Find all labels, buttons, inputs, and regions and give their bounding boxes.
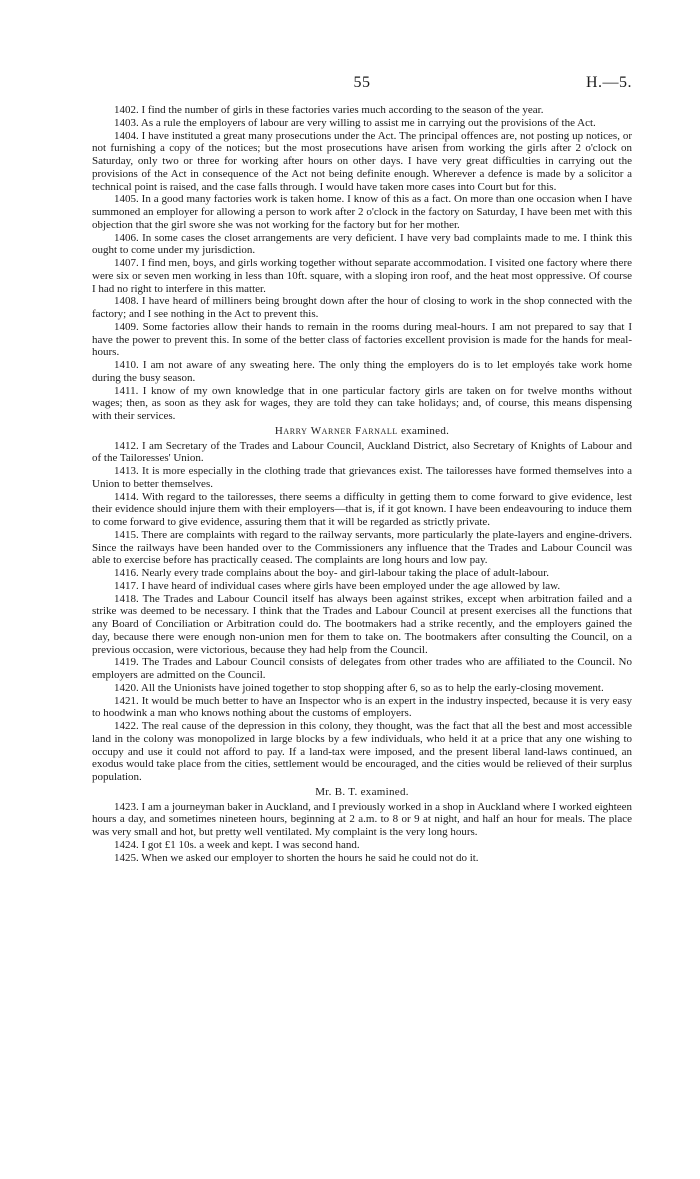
- witness-name: Harry Warner Farnall: [274, 424, 398, 437]
- paragraph-1409: 1409. Some factories allow their hands to remain in the rooms during meal-hours. I am not prepared to say that I have the power to prevent this. In some of the better class of factories excellent provision is made for the hands for meal-hours.: [92, 320, 632, 359]
- witness-suffix: examined.: [397, 424, 450, 437]
- paragraph-1413: 1413. It is more especially in the clothing trade that grievances exist. The tailoresses have formed themselves into a Union to better themselves.: [92, 465, 632, 490]
- paragraph-1421: 1421. It would be much better to have an Inspector who is an expert in the industry inspected, because it is very easy to hoodwink a man who knows nothing about the customs of employers.: [92, 694, 632, 720]
- paragraph-1402: 1402. I find the number of girls in these factories varies much according to the season of the year.: [114, 104, 544, 116]
- paragraph-1422: 1422. The real cause of the depression in this colony, they thought, was the fact that all the best and most accessible land in the colony was monopolized in large blocks by a few individuals, who held it at a price that any one wishing to occupy and use it could not afford to pay. If a land-tax were imposed, and the present liberal land-laws continued, an exodus would take place from the cities, settlement would be encouraged, and the cities would be relieved of their surplus population.: [92, 720, 632, 783]
- paragraph-1418: 1418. The Trades and Labour Council itself has always been against strikes, except when arbitration failed and a strike was deemed to be necessary. I think that the Trades and Labour Council at present exercises all the functions that any Board of Conciliation or Arbitration could do. The bootmakers had a strike recently, and the employers gained the day, because there were enough non-union men for them to take on. The bootmakers after consulting the Council, on a previous occasion, were victorious, because they had help from the Council.: [92, 592, 632, 656]
- paragraph-1408: 1408. I have heard of milliners being brought down after the hour of closing to work in the shop connected with the factory; and I see nothing in the Act to prevent this.: [92, 295, 632, 320]
- paragraph-1423: 1423. I am a journeyman baker in Auckland, and I previously worked in a shop in Auckland where I worked eighteen hours a day, and sometimes nineteen hours, beginning at 2 a.m. to 8 or 9 at night, and half an hour for meals. The place was very small and hot, but pretty well ventilated. My complaint is the very long hours.: [92, 800, 632, 838]
- paragraph-1414: 1414. With regard to the tailoresses, there seems a difficulty in getting them to come forward to give evidence, lest their evidence should injure them with their employers—that is, if it got known. I have been endeavouring to induce them to come forward to give evidence, assuring them that it will be regarded as strictly private.: [92, 490, 632, 528]
- paragraph-1407: 1407. I find men, boys, and girls working together without separate accommodation. I visited one factory where there were six or seven men working in less than 10ft. square, with a sloping iron roof, and the heat most oppressive. Of course I had no right to interfere in this matter.: [92, 257, 632, 295]
- paragraph-1417: 1417. I have heard of individual cases where girls have been employed under the age allowed by law.: [114, 579, 561, 592]
- paragraph-1420: 1420. All the Unionists have joined together to stop shopping after 6, so as to help the early-closing movement.: [114, 681, 604, 694]
- document-reference: H.—5.: [585, 74, 632, 91]
- page-header: [92, 74, 632, 94]
- paragraph-1415: 1415. There are complaints with regard to the railway servants, more particularly the plate-layers and engine-drivers. Since the railways have been handed over to the Commissioners any influence that the Trades and Labour Council was able to exercise before has practically ceased. The complaints are long hours and low pay.: [92, 528, 632, 567]
- paragraph-1403: 1403. As a rule the employers of labour are very willing to assist me in carrying out the provisions of the Act.: [114, 116, 596, 129]
- section-heading-bt: Mr. B. T. examined.: [315, 785, 409, 798]
- paragraph-1405: 1405. In a good many factories work is taken home. I know of this as a fact. On more than one occasion when I have summoned an employer for allowing a person to work after 2 o'clock in the factory on Saturday, I have been met with this objection that the girl swore she was not working for the factory but for her mother.: [92, 193, 632, 231]
- paragraph-1424: 1424. I got £1 10s. a week and kept. I was second hand.: [114, 838, 360, 851]
- section-heading-farnall: [92, 425, 632, 438]
- paragraph-1410: 1410. I am not aware of any sweating here. The only thing the employers do is to let employés take work home during the busy season.: [92, 359, 632, 384]
- paragraph-1419: 1419. The Trades and Labour Council consists of delegates from other trades who are affiliated to the Council. No employers are admitted on the Council.: [92, 656, 632, 681]
- page-body: [92, 104, 632, 864]
- paragraph-1412: 1412. I am Secretary of the Trades and Labour Council, Auckland District, also Secretary of Knights of Labour and of the Tailoresses' Union.: [92, 439, 632, 465]
- paragraph-1416: 1416. Nearly every trade complains about the boy- and girl-labour taking the place of adult-labour.: [114, 567, 549, 579]
- page-number: 55: [353, 74, 371, 91]
- paragraph-1425: 1425. When we asked our employer to shorten the hours he said he could not do it.: [114, 851, 479, 864]
- paragraph-1406: 1406. In some cases the closet arrangements are very deficient. I have very bad complaints made to me. I think this ought to come under my jurisdiction.: [92, 231, 632, 257]
- paragraph-1404: 1404. I have instituted a great many prosecutions under the Act. The principal offences are, not posting up notices, or not furnishing a copy of the notices; but the most prosecutions have arisen from working the girls after 2 o'clock on Saturday, only two or three for working after hours on other days. I have very great difficulties in carrying out the provisions of the Act in consequence of the Act not being definite enough. Wherever a defence is made by a solicitor a technical point is raised, and the case falls through. I would have taken more cases into Court but for this.: [92, 129, 632, 193]
- paragraph-1411: 1411. I know of my own knowledge that in one particular factory girls are taken on for twelve months without wages; then, as soon as they ask for wages, they are told they can take holidays; and, of course, this means dispensing with their services.: [92, 384, 632, 422]
